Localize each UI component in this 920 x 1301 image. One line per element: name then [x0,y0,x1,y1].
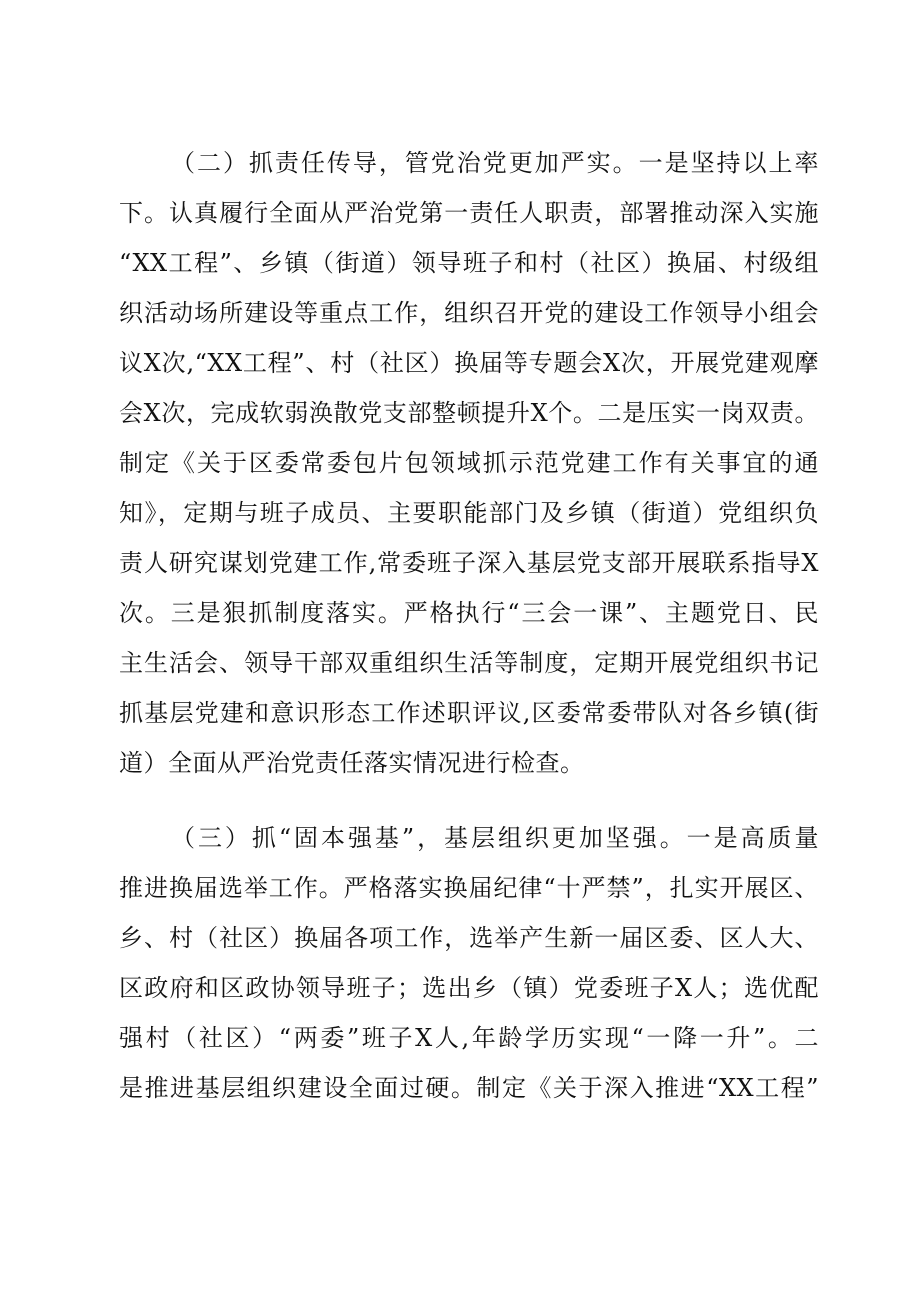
paragraph-line: 下。认真履行全面从严治党第一责任人职责，部署推动深入实施 [119,199,819,227]
paragraph-line: 推进换届选举工作。严格落实换届纪律“十严禁”，扎实开展区、 [119,874,819,902]
paragraph-line: 乡、村（社区）换届各项工作，选举产生新一届区委、区人大、 [119,924,819,952]
paragraph-2 [119,138,819,788]
paragraph-line: （二）抓责任传导，管党治党更加严实。一是坚持以上率 [171,149,819,177]
paragraph-line: 道）全面从严治党责任落实情况进行检查。 [119,749,585,777]
paragraph-line: 主生活会、领导干部双重组织生活等制度，定期开展党组织书记 [119,649,819,677]
paragraph-line: “XX工程”、乡镇（街道）领导班子和村（社区）换届、村级组 [119,249,819,277]
paragraph-line: 抓基层党建和意识形态工作述职评议,区委常委带队对各乡镇(街 [119,699,819,727]
paragraph-line: 知》，定期与班子成员、主要职能部门及乡镇（街道）党组织负 [119,499,819,527]
paragraph-line: 强村（社区）“两委”班子X人,年龄学历实现“一降一升”。二 [119,1024,819,1052]
paragraph-line: （三）抓“固本强基”，基层组织更加坚强。一是高质量 [171,824,819,852]
paragraph-line: 议X次,“XX工程”、村（社区）换届等专题会X次，开展党建观摩 [119,349,819,377]
paragraph-line: 是推进基层组织建设全面过硬。制定《关于深入推进“XX工程” [119,1074,819,1102]
paragraph-3 [119,813,819,1113]
paragraph-line: 织活动场所建设等重点工作，组织召开党的建设工作领导小组会 [119,299,819,327]
paragraph-line: 次。三是狠抓制度落实。严格执行“三会一课”、主题党日、民 [119,599,819,627]
paragraph-line: 会X次，完成软弱涣散党支部整顿提升X个。二是压实一岗双责。 [119,399,819,427]
paragraph-line: 区政府和区政协领导班子；选出乡（镇）党委班子X人；选优配 [119,974,819,1002]
paragraph-line: 责人研究谋划党建工作,常委班子深入基层党支部开展联系指导X [119,549,819,577]
paragraph-line: 制定《关于区委常委包片包领域抓示范党建工作有关事宜的通 [119,449,819,477]
